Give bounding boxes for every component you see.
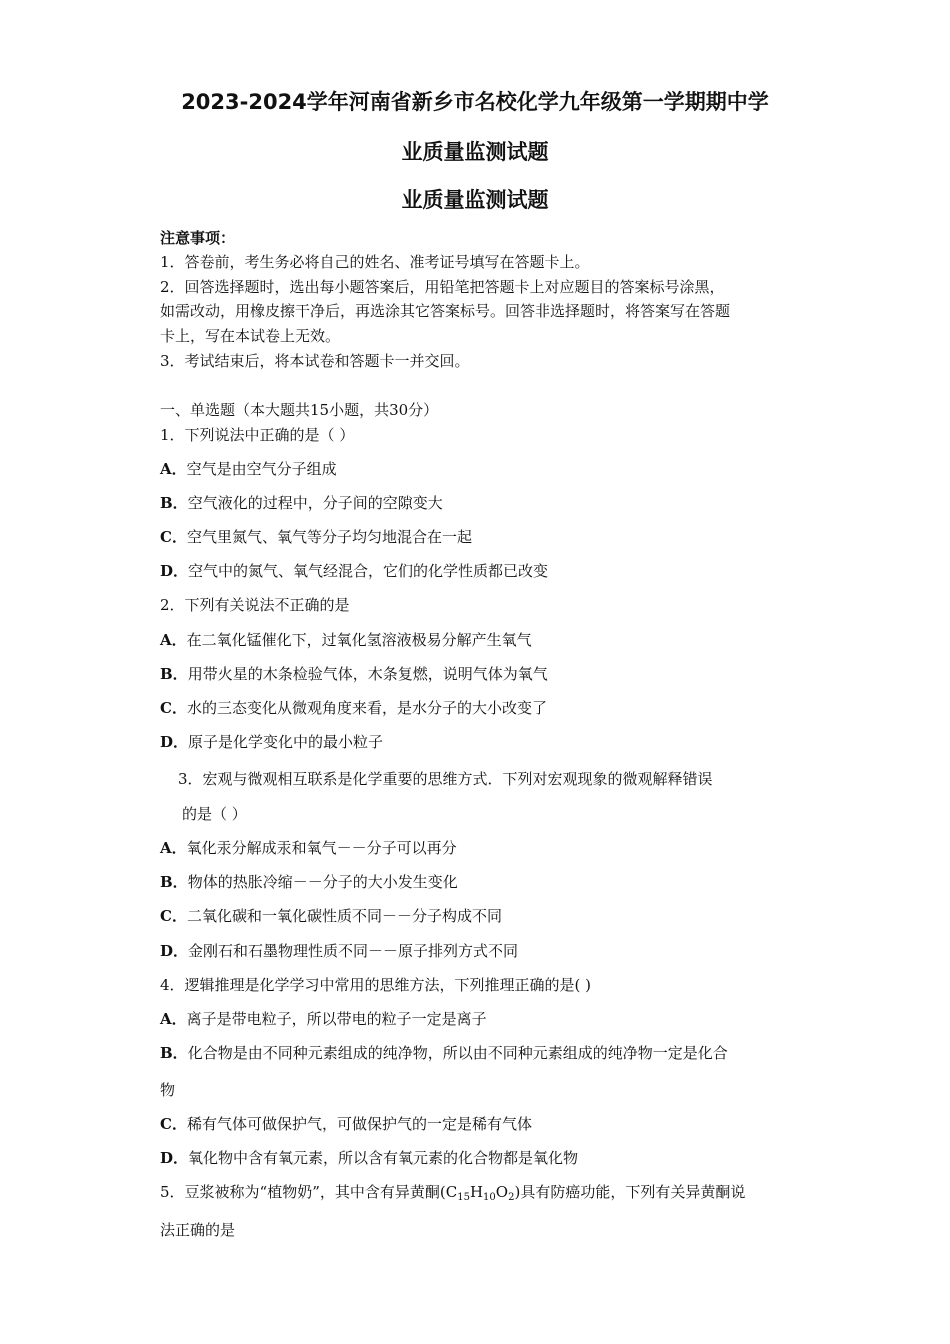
notice-item-2-line-3: 卡上，写在本试卷上无效。: [160, 327, 341, 345]
question-4-option-d: [160, 1147, 800, 1169]
notice-item-1: 1．答卷前，考生务必将自己的姓名、准考证号填写在答题卡上。: [160, 253, 590, 271]
question-3-stem-line-2: 的是（ ）: [182, 805, 247, 823]
question-5-stem-pre: 5．豆浆被称为“植物奶”，其中含有异黄酮(: [160, 1183, 446, 1201]
exam-title-line-1: 2023-2024学年河南省新乡市名校化学九年级第一学期期中学: [181, 90, 769, 114]
option-label: D．: [160, 733, 189, 751]
option-text: 离子是带电粒子，所以带电的粒子一定是离子: [186, 1010, 487, 1028]
question-4-option-b-line-1: [160, 1042, 800, 1064]
option-label: A．: [160, 839, 187, 857]
option-label: D．: [160, 1149, 189, 1167]
question-4-option-a: [160, 1008, 800, 1030]
option-label: C．: [160, 528, 187, 546]
option-text: 在二氧化锰催化下，过氧化氢溶液极易分解产生氧气: [186, 631, 532, 649]
option-label: A．: [160, 460, 187, 478]
option-text: 用带火星的木条检验气体，木条复燃，说明气体为氧气: [187, 665, 548, 683]
question-1-option-c: [160, 526, 800, 548]
option-text: 金刚石和石墨物理性质不同－－原子排列方式不同: [188, 942, 519, 960]
question-3-option-d: [160, 940, 800, 962]
notice-heading: 注意事项：: [160, 229, 236, 247]
question-4-stem: 4．逻辑推理是化学学习中常用的思维方法，下列推理正确的是( ): [160, 976, 592, 994]
question-4-option-c: [160, 1113, 800, 1135]
formula-oxygen: O: [495, 1183, 509, 1201]
option-text: 物体的热胀冷缩－－分子的大小发生变化: [187, 873, 458, 891]
exam-title-line-3: 业质量监测试题: [401, 188, 549, 212]
option-label: B．: [160, 494, 188, 512]
option-text: 二氧化碳和一氧化碳性质不同－－分子构成不同: [186, 907, 502, 925]
question-3-option-a: [160, 837, 800, 859]
option-label: D．: [160, 562, 189, 580]
formula-carbon-count: 15: [457, 1192, 470, 1203]
question-2-option-a: [160, 629, 800, 651]
question-2-option-b: [160, 663, 800, 685]
question-2-stem: 2．下列有关说法不正确的是: [160, 596, 350, 614]
formula-hydrogen-count: 10: [483, 1192, 496, 1203]
option-label: C．: [160, 699, 187, 717]
question-1-option-b: [160, 492, 800, 514]
option-label: A．: [160, 631, 187, 649]
option-text: 空气液化的过程中，分子间的空隙变大: [187, 494, 443, 512]
option-text: 稀有气体可做保护气，可做保护气的一定是稀有气体: [186, 1115, 532, 1133]
question-1-option-a: [160, 458, 800, 480]
option-text: 原子是化学变化中的最小粒子: [188, 733, 384, 751]
question-3-option-b: [160, 871, 800, 893]
question-5-stem-line-1: [160, 1181, 800, 1203]
question-2-option-d: [160, 731, 800, 753]
option-label: C．: [160, 907, 187, 925]
isoflavone-formula: [446, 1183, 515, 1201]
option-label: B．: [160, 873, 188, 891]
option-label: D．: [160, 942, 189, 960]
option-text: 氧化物中含有氧元素，所以含有氧元素的化合物都是氧化物: [188, 1149, 579, 1167]
option-label: B．: [160, 1044, 188, 1062]
exam-title-line-2: 业质量监测试题: [401, 140, 549, 164]
question-3-stem-line-1: 3．宏观与微观相互联系是化学重要的思维方式．下列对宏观现象的微观解释错误: [178, 770, 713, 788]
option-text: 化合物是由不同种元素组成的纯净物，所以由不同种元素组成的纯净物一定是化合: [187, 1044, 728, 1062]
question-5-stem-line-2: 法正确的是: [160, 1221, 236, 1239]
question-1-stem: 1．下列说法中正确的是（ ）: [160, 426, 355, 444]
notice-item-2-line-2: 如需改动，用橡皮擦干净后，再选涂其它答案标号。回答非选择题时，将答案写在答题: [160, 302, 731, 320]
question-2-option-c: [160, 697, 800, 719]
option-text: 空气里氮气、氧气等分子均匀地混合在一起: [186, 528, 472, 546]
question-4-option-b-line-2: 物: [160, 1081, 176, 1099]
notice-item-3: 3．考试结束后，将本试卷和答题卡一并交回。: [160, 352, 470, 370]
option-text: 水的三态变化从微观角度来看，是水分子的大小改变了: [186, 699, 547, 717]
formula-oxygen-count: 2: [508, 1192, 515, 1203]
notice-item-2-line-1: 2．回答选择题时，选出每小题答案后，用铅笔把答题卡上对应题目的答案标号涂黑，: [160, 278, 725, 296]
formula-hydrogen: H: [469, 1183, 484, 1201]
question-3-option-c: [160, 905, 800, 927]
formula-carbon: C: [445, 1183, 458, 1201]
option-text: 空气中的氮气、氧气经混合，它们的化学性质都已改变: [188, 562, 549, 580]
option-text: 氧化汞分解成汞和氧气－－分子可以再分: [186, 839, 457, 857]
option-label: A．: [160, 1010, 187, 1028]
section-heading: 一、单选题（本大题共15小题，共30分）: [160, 401, 439, 419]
question-5-stem-post: )具有防癌功能，下列有关异黄酮说: [514, 1183, 746, 1201]
question-1-option-d: [160, 560, 800, 582]
option-label: C．: [160, 1115, 187, 1133]
option-text: 空气是由空气分子组成: [186, 460, 337, 478]
option-label: B．: [160, 665, 188, 683]
